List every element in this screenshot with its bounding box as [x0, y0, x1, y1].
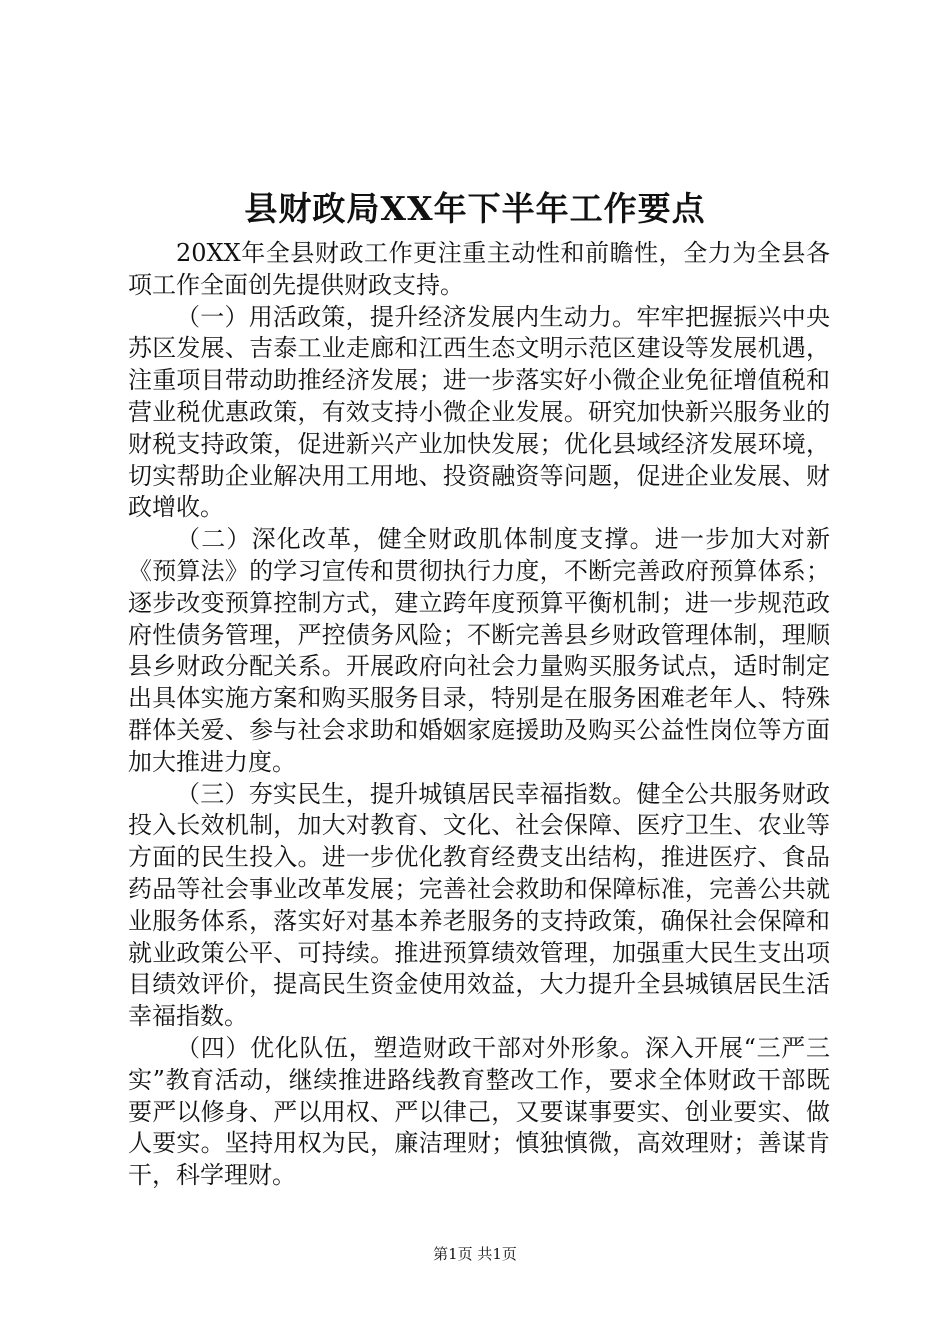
paragraph-section-3: （三）夯实民生，提升城镇居民幸福指数。健全公共服务财政投入长效机制，加大对教育、文化、社会保障、医疗卫生、农业等方面的民生投入。进一步优化教育经费支出结构，推进医疗、食品药品等社会事业改革发展；完善社会救助和保障标准，完善公共就业服务体系，落实好对基本养老服务的支持政策，确保社会保障和就业政策公平、可持续。推进预算绩效管理，加强重大民生支出项目绩效评价，提高民生资金使用效益，大力提升全县城镇居民生活幸福指数。 — [128, 779, 830, 1031]
paragraph-section-2: （二）深化改革，健全财政肌体制度支撑。进一步加大对新《预算法》的学习宣传和贯彻执行力度，不断完善政府预算体系；逐步改变预算控制方式，建立跨年度预算平衡机制；进一步规范政府性债务管理，严控债务风险；不断完善县乡财政管理体制，理顺县乡财政分配关系。开展政府向社会力量购买服务试点，适时制定出具体实施方案和购买服务目录，特别是在服务困难老年人、特殊群体关爱、参与社会求助和婚姻家庭援助及购买公益性岗位等方面加大推进力度。 — [128, 525, 830, 776]
document-title: 县财政局XX年下半年工作要点 — [244, 189, 706, 228]
page-footer: 第1页 共1页 — [433, 1245, 517, 1263]
paragraph-section-4: （四）优化队伍，塑造财政干部对外形象。深入开展“三严三实”教育活动，继续推进路线教育整改工作，要求全体财政干部既要严以修身、严以用权、严以律己，又要谋事要实、创业要实、做人要实。坚持用权为民，廉洁理财；慎独慎微，高效理财；善谋肯干，科学理财。 — [128, 1033, 830, 1190]
document-body — [128, 238, 830, 1192]
paragraph-intro: 20XX年全县财政工作更注重主动性和前瞻性，全力为全县各项工作全面创先提供财政支持。 — [128, 239, 830, 299]
paragraph-section-1: （一）用活政策，提升经济发展内生动力。牢牢把握振兴中央苏区发展、吉泰工业走廊和江西生态文明示范区建设等发展机遇，注重项目带动助推经济发展；进一步落实好小微企业免征增值税和营业税优惠政策，有效支持小微企业发展。研究加快新兴服务业的财税支持政策，促进新兴产业加快发展；优化县域经济发展环境，切实帮助企业解决用工用地、投资融资等问题，促进企业发展、财政增收。 — [128, 302, 830, 522]
